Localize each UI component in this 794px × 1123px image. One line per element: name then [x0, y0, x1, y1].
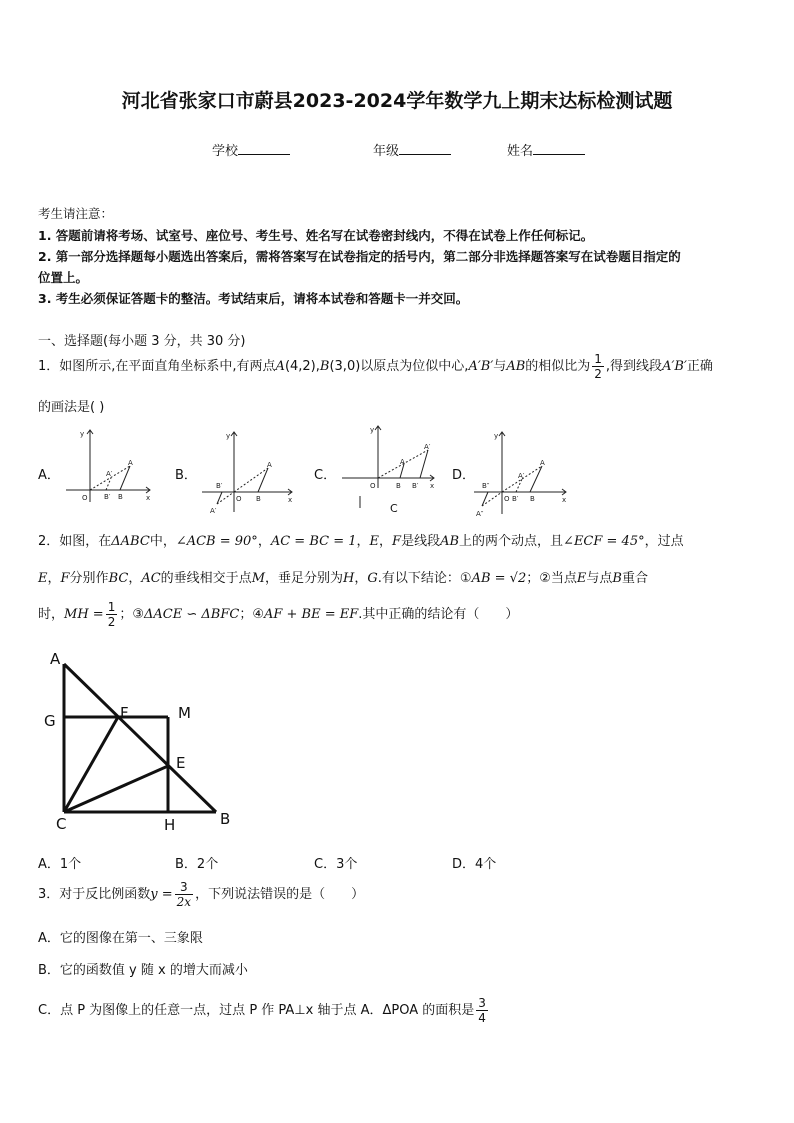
name-label: 姓名	[507, 144, 534, 159]
svg-text:C: C	[56, 815, 67, 833]
grade-field	[373, 140, 451, 159]
svg-text:B: B	[118, 493, 123, 501]
notice-item-3: 3. 考生必须保证答题卡的整洁。考试结束后，请将本试卷和答题卡一并交回。	[38, 291, 469, 306]
notice-item-1: 1. 答题前请将考场、试室号、座位号、考生号、姓名写在试卷密封线内，不得在试卷上作任何标记。	[38, 228, 594, 243]
q1-graph-b	[198, 426, 298, 518]
q2-option-d: D．4个	[452, 857, 497, 872]
svg-text:G: G	[44, 712, 56, 730]
grade-label: 年级	[373, 144, 400, 159]
svg-text:B: B	[256, 495, 261, 503]
school-blank	[238, 142, 290, 155]
q2-option-c: C．3个	[314, 857, 358, 872]
svg-text:O: O	[370, 482, 376, 490]
notice-heading: 考生请注意：	[38, 206, 114, 221]
svg-text:O: O	[236, 495, 242, 503]
svg-text:O: O	[504, 495, 510, 503]
name-field	[507, 140, 585, 159]
q1-option-a-label: A．	[38, 468, 60, 483]
svg-text:A′: A′	[518, 472, 525, 480]
svg-text:A: A	[400, 458, 405, 466]
svg-text:y: y	[226, 432, 231, 440]
svg-text:x: x	[146, 494, 151, 502]
svg-text:B′: B′	[512, 495, 519, 503]
q1-graph-a	[62, 426, 158, 506]
svg-text:B′: B′	[216, 482, 223, 490]
q1-text-line2: 的画法是( )	[38, 400, 105, 415]
q1-option-b-label: B．	[175, 468, 197, 483]
svg-text:B: B	[220, 810, 231, 828]
q1-graph-c-caption: C	[390, 502, 398, 515]
svg-text:A: A	[540, 459, 545, 467]
q3-option-b: B．它的函数值 y 随 x 的增大而减小	[38, 963, 248, 978]
q2-mh-fraction: $\frac{1}{2}$	[107, 600, 116, 629]
svg-text:y: y	[494, 432, 499, 440]
q1-text-line1: 1．如图所示,在平面直角坐标系中,有两点A(4,2),B(3,0)以原点为位似中心,A′B′与AB的相似比为 $\frac{1}{2}$ ,得到线段A′B′正确	[38, 352, 713, 381]
svg-text:B″: B″	[482, 482, 490, 490]
svg-text:y: y	[80, 430, 85, 438]
q3-function-fraction: $\frac{3}{2x}$	[176, 880, 192, 909]
name-blank	[533, 142, 585, 155]
q2-figure	[40, 648, 240, 838]
svg-text:M: M	[178, 704, 191, 722]
svg-text:O: O	[82, 494, 88, 502]
q3-text: 3．对于反比例函数y = $\frac{3}{2x}$ ，下列说法错误的是（ ）	[38, 880, 365, 909]
svg-text:E: E	[176, 754, 186, 772]
q2-text-line1: 2．如图，在ΔABC中，∠ACB = 90°，AC = BC = 1，E，F是线段AB上的两个动点，且∠ECF = 45°，过点	[38, 534, 684, 549]
school-label: 学校	[212, 144, 239, 159]
svg-text:A″: A″	[476, 510, 484, 518]
school-field	[212, 140, 290, 159]
svg-text:A′: A′	[106, 470, 113, 478]
notice-item-2: 2. 第一部分选择题每小题选出答案后，需将答案写在试卷指定的括号内，第二部分非选择题答案写在试卷题目指定的	[38, 249, 681, 264]
q3-option-a: A．它的图像在第一、三象限	[38, 931, 203, 946]
svg-text:y: y	[370, 426, 375, 434]
section-heading: 一、选择题(每小题 3 分，共 30 分)	[38, 334, 246, 349]
svg-text:x: x	[288, 496, 293, 504]
svg-text:A: A	[128, 459, 133, 467]
svg-text:H: H	[164, 816, 176, 834]
svg-text:A: A	[50, 650, 61, 668]
q3-option-c: C．点 P 为图像上的任意一点，过点 P 作 PA⊥x 轴于点 A．ΔPOA 的面积是 $\frac{3}{4}$	[38, 996, 486, 1025]
q1-graph-d	[470, 426, 570, 520]
q1-graph-c	[338, 422, 438, 518]
svg-text:B: B	[396, 482, 401, 490]
q1-option-d-label: D．	[452, 468, 476, 483]
page-title: 河北省张家口市蔚县2023-2024学年数学九上期末达标检测试题	[121, 90, 673, 112]
q2-option-b: B．2个	[175, 857, 219, 872]
svg-text:x: x	[430, 482, 435, 490]
q3-area-fraction: $\frac{3}{4}$	[478, 996, 486, 1025]
svg-text:B: B	[530, 495, 535, 503]
svg-text:B′: B′	[412, 482, 419, 490]
q2-text-line3: 时，MH = $\frac{1}{2}$ ；③ΔACE ∽ ΔBFC；④AF + BE = EF.其中正确的结论有（ ）	[38, 600, 519, 629]
svg-text:A: A	[267, 461, 272, 469]
svg-text:x: x	[562, 496, 567, 504]
svg-text:B′: B′	[104, 493, 111, 501]
grade-blank	[399, 142, 451, 155]
q2-option-a: A．1个	[38, 857, 82, 872]
q1-option-c-label: C．	[314, 468, 337, 483]
svg-text:F: F	[120, 704, 129, 722]
svg-text:A′: A′	[210, 507, 217, 515]
q2-text-line2: E，F分别作BC，AC的垂线相交于点M，垂足分别为H，G.有以下结论：①AB = √2；②当点E与点B重合	[38, 571, 648, 586]
svg-text:A′: A′	[424, 443, 431, 451]
q1-ratio-fraction: $\frac{1}{2}$	[594, 352, 602, 381]
notice-item-2-cont: 位置上。	[38, 270, 89, 285]
